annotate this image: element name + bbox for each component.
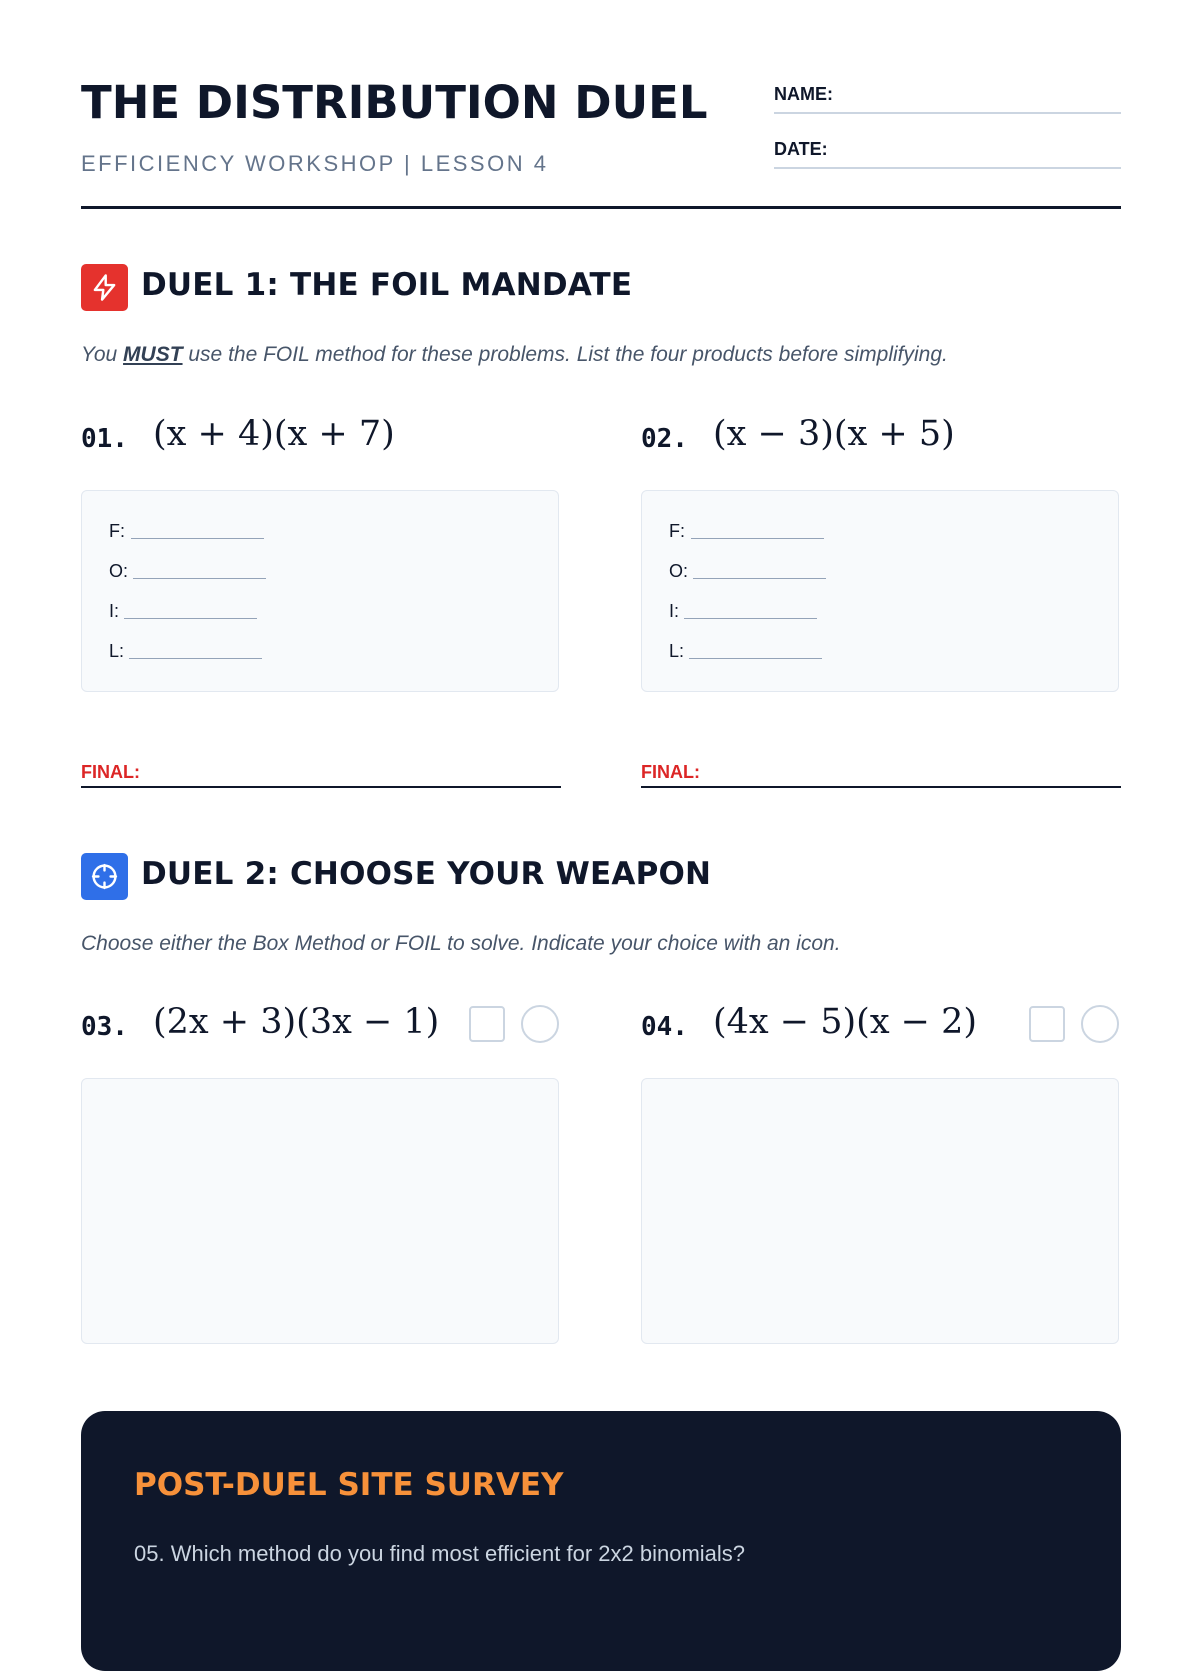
name-label: NAME: bbox=[774, 84, 833, 104]
page-title: THE DISTRIBUTION DUEL bbox=[81, 76, 708, 129]
work-box-03[interactable] bbox=[81, 1078, 559, 1344]
foil-work-box-01[interactable]: F: O: I: L: bbox=[81, 490, 559, 692]
problem-number: 04. bbox=[641, 1012, 688, 1042]
header-divider bbox=[81, 206, 1121, 209]
foil-work-box-02[interactable]: F: O: I: L: bbox=[641, 490, 1119, 692]
lightning-icon bbox=[81, 264, 128, 311]
work-box-04[interactable] bbox=[641, 1078, 1119, 1344]
worksheet-page bbox=[81, 0, 1121, 1600]
page-subtitle: EFFICIENCY WORKSHOP | LESSON 4 bbox=[81, 151, 549, 176]
problem-expression: (2x + 3)(3x − 1) bbox=[153, 1002, 440, 1042]
survey-panel bbox=[81, 1411, 1121, 1671]
duel2-heading bbox=[81, 853, 1121, 900]
survey-question: 05. Which method do you find most efficient for 2x2 binomials? bbox=[134, 1541, 746, 1566]
duel1-instructions: You MUST use the FOIL method for these problems. List the four products before simplifying. bbox=[81, 343, 948, 366]
survey-title: POST-DUEL SITE SURVEY bbox=[134, 1467, 564, 1503]
date-label: DATE: bbox=[774, 139, 828, 159]
must-emphasis: MUST bbox=[123, 343, 183, 366]
final-label: FINAL: bbox=[81, 762, 140, 782]
final-answer-02[interactable] bbox=[641, 756, 1121, 788]
final-answer-01[interactable] bbox=[81, 756, 561, 788]
crosshair-icon bbox=[81, 853, 128, 900]
problem-number: 02. bbox=[641, 424, 688, 454]
duel1-heading bbox=[81, 264, 1121, 311]
box-method-choice-03[interactable] bbox=[469, 1006, 505, 1042]
final-label: FINAL: bbox=[641, 762, 700, 782]
problem-expression: (4x − 5)(x − 2) bbox=[713, 1002, 978, 1042]
duel2-instructions: Choose either the Box Method or FOIL to solve. Indicate your choice with an icon. bbox=[81, 932, 841, 955]
name-field[interactable] bbox=[774, 82, 1121, 114]
problem-expression: (x − 3)(x + 5) bbox=[713, 414, 955, 454]
duel2-title: DUEL 2: CHOOSE YOUR WEAPON bbox=[141, 856, 712, 892]
box-method-choice-04[interactable] bbox=[1029, 1006, 1065, 1042]
foil-choice-03[interactable] bbox=[521, 1005, 559, 1043]
problem-number: 01. bbox=[81, 424, 128, 454]
duel1-title: DUEL 1: THE FOIL MANDATE bbox=[141, 267, 633, 303]
foil-choice-04[interactable] bbox=[1081, 1005, 1119, 1043]
problem-number: 03. bbox=[81, 1012, 128, 1042]
problem-expression: (x + 4)(x + 7) bbox=[153, 414, 395, 454]
date-field[interactable] bbox=[774, 137, 1121, 169]
